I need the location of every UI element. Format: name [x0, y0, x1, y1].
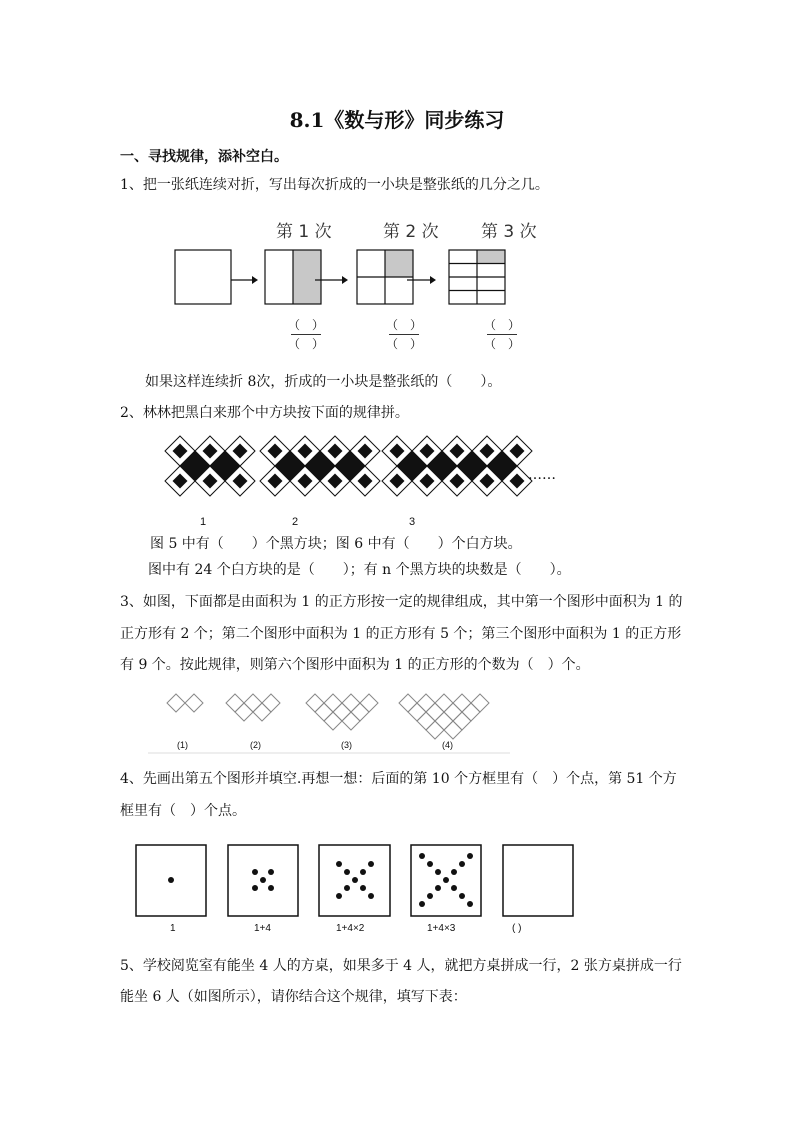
q3-label-4: (4)	[442, 740, 453, 750]
q4-label-1: 1	[170, 923, 176, 934]
page-title: 8.1《数与形》同步练习	[289, 108, 505, 132]
section-heading: 一、寻找规律，添补空白。	[120, 149, 288, 165]
q4-label-2: 1+4	[254, 923, 271, 934]
q2-figure-3	[382, 436, 532, 496]
q3-line2: 正方形有 2 个；第二个图形中面积为 1 的正方形有 5 个；第三个图形中面积为 1 的正方形	[120, 626, 682, 642]
q3-square-pattern	[148, 685, 518, 755]
q2-label-2: 2	[292, 516, 299, 528]
q1-followup: 如果这样连续折 8次，折成的一小块是整张纸的（ ）。	[145, 374, 502, 390]
q4-label-5: ( )	[512, 923, 522, 934]
q4-line2: 框里有（ ）个点。	[120, 803, 246, 819]
q4-label-4: 1+4×3	[427, 923, 456, 934]
q1-stage-1: 第 1 次	[276, 222, 332, 242]
q1-fraction-3-den: （ ）	[483, 337, 520, 351]
q3-line3: 有 9 个。按此规律，则第六个图形中面积为 1 的正方形的个数为（ ）个。	[120, 657, 590, 673]
q3-label-1: (1)	[177, 740, 188, 750]
q3-figure-2	[226, 694, 280, 721]
q3-line1: 3、如图，下面都是由面积为 1 的正方形按一定的规律组成，其中第一个图形中面积为 1 的	[120, 594, 683, 610]
q4-box-5	[503, 845, 573, 916]
q3-figure-4	[399, 694, 489, 739]
q4-dot-boxes	[130, 840, 580, 920]
q1-fraction-1-num: （ ）	[287, 318, 324, 332]
q5-line2: 能坐 6 人（如图所示），请你结合这个规律，填写下表：	[120, 989, 467, 1005]
fraction-bar	[487, 334, 517, 335]
q1-fraction-3[interactable]	[482, 318, 522, 351]
q1-fraction-1-den: （ ）	[287, 337, 324, 351]
q2-line2: 图中有 24 个白方块的是（ ）；有 n 个黑方块的块数是（ ）。	[148, 562, 571, 578]
q2-figure-2	[260, 436, 380, 496]
q2-figure-1	[165, 436, 255, 496]
fraction-bar	[291, 334, 321, 335]
q2-ellipsis: ……	[528, 467, 556, 483]
q1-fraction-2[interactable]	[384, 318, 424, 351]
q3-label-3: (3)	[341, 740, 352, 750]
q1-stage-2: 第 2 次	[383, 222, 439, 242]
q1-fraction-3-num: （ ）	[483, 318, 520, 332]
q1-fraction-2-den: （ ）	[385, 337, 422, 351]
q2-label-3: 3	[409, 516, 416, 528]
q5-line1: 5、学校阅览室有能坐 4 人的方桌，如果多于 4 人，就把方桌拼成一行，2 张方桌拼成一行	[120, 958, 682, 974]
q3-label-2: (2)	[250, 740, 261, 750]
q3-figure-1	[167, 694, 203, 712]
q2-text: 2、林林把黑白来那个中方块按下面的规律拼。	[120, 405, 409, 421]
q1-stage-3: 第 3 次	[481, 222, 537, 242]
q1-fraction-2-num: （ ）	[385, 318, 422, 332]
q2-diamond-pattern	[160, 432, 570, 502]
q4-label-3: 1+4×2	[336, 923, 365, 934]
fraction-bar	[389, 334, 419, 335]
q1-text: 1、把一张纸连续对折，写出每次折成的一小块是整张纸的几分之几。	[120, 177, 549, 193]
q4-line1: 4、先画出第五个图形并填空.再想一想：后面的第 10 个方框里有（ ）个点，第 51 个方	[120, 771, 677, 787]
q1-fraction-1[interactable]	[286, 318, 326, 351]
q2-label-1: 1	[200, 516, 207, 528]
q3-figure-3	[306, 694, 378, 730]
q1-folding-figure	[170, 245, 540, 310]
q2-line1: 图 5 中有（ ）个黑方块；图 6 中有（ ）个白方块。	[150, 536, 522, 552]
